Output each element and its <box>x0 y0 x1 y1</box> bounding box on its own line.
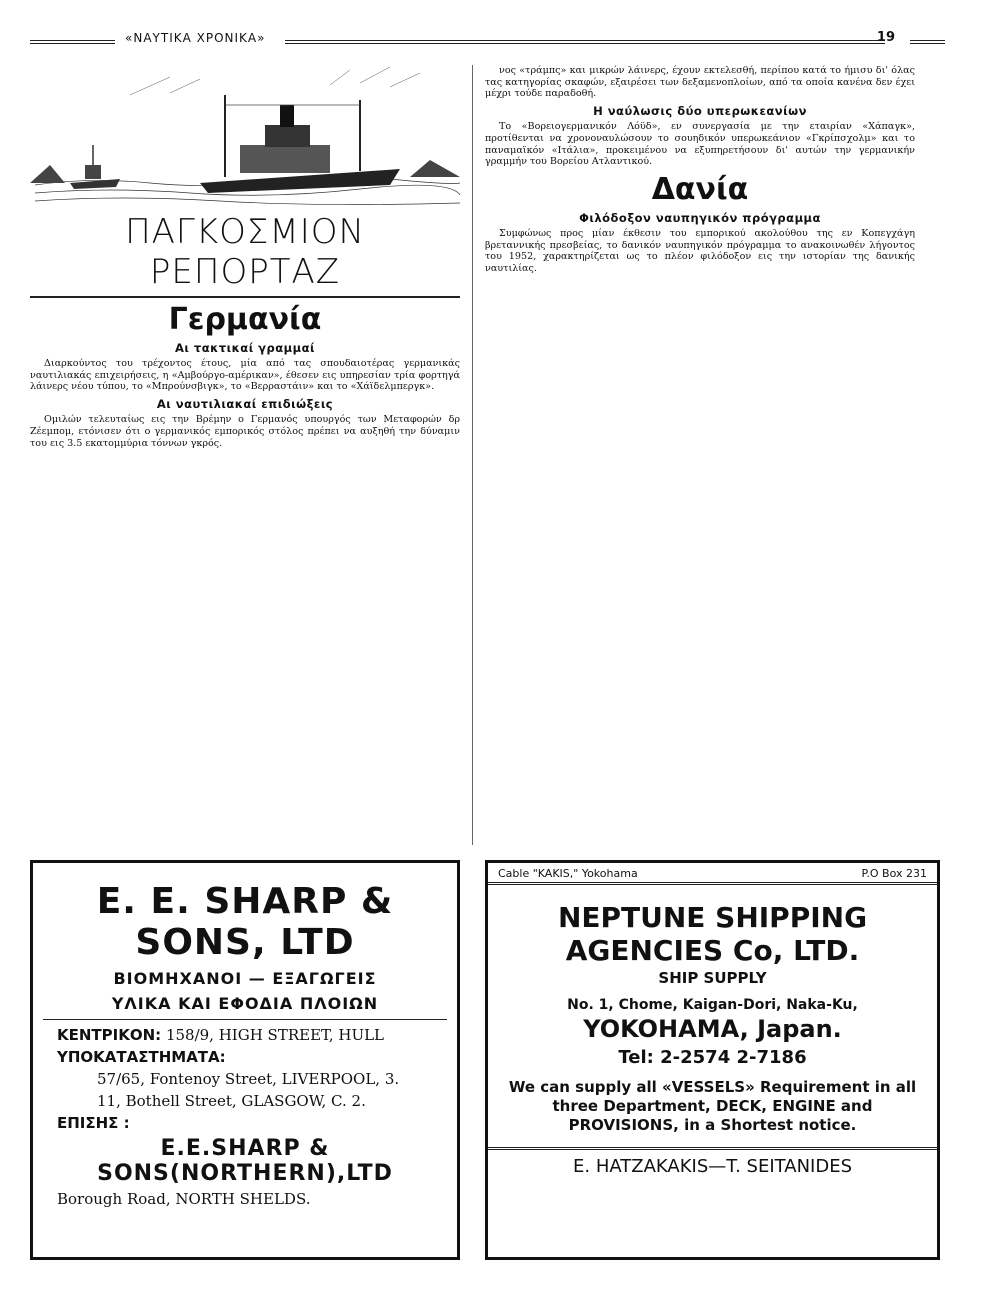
ad-company-name-2: E.E.SHARP & SONS(NORTHERN),LTD <box>97 1136 393 1186</box>
section-text-shipbuilding: Συμφώνως προς μίαν έκθεσιν του εμπορικού ακολούθου της εν Κοπεγχάγη βρεταννικής πρεσβείας, το δανικόν ναυπηγικόν πρόγραμμα το ανακοινωθέν λήγοντος του 1952, χαρακτηρίζεται ως το πλέον φιλόδοξον εις την ιστορίαν της δανικής ναυτιλίας. <box>485 227 915 275</box>
right-column <box>485 65 915 277</box>
ad-branch-1: 57/65, Fontenoy Street, LIVERPOOL, 3. <box>97 1070 400 1088</box>
ad-tagline-1: ΒΙΟΜΗΧΑΝΟΙ — ΕΞΑΓΩΓΕΙΣ <box>113 969 377 988</box>
advertisement-sharp <box>30 860 460 1260</box>
ad-cable: Cable "KAKIS," Yokohama <box>498 867 638 880</box>
column-separator <box>472 65 473 845</box>
section-text-lines: Διαρκούντος του τρέχοντος έτους, μία από τας σπουδαιοτέρας γερμανικάς ναυτιλιακάς επιχειρήσεις, η «Αμβούργο-αμέρικαν», έθεσεν εις υπηρεσίαν τρία φορτηγά λάινερς νέου τύπου, το «Μπρούνσβιγκ», το «Βερραστάιν» και το «Χάϊδελμπεργκ». <box>30 358 460 393</box>
country-heading-denmark: Δανία <box>651 171 749 207</box>
ad-subtitle: SHIP SUPPLY <box>658 969 767 987</box>
ad-po-box: P.O Box 231 <box>861 867 927 880</box>
ad-owners: E. HATZAKAKIS—T. SEITANIDES <box>488 1147 937 1177</box>
section-text-continued: νος «τράμπς» και μικρών λάινερς, έχουν εκτελεσθή, περίπου κατά το ήμισυ δι' όλας τας κατηγορίας σκαφών, εξαιρέσει των δεξαμενοπλοίων, από τα οποία κανένα δεν έχει μέχρι τούδε παραδοθή. <box>485 65 915 100</box>
ad-also-label: ΕΠΙΣΗΣ : <box>57 1114 130 1132</box>
publication-title: «ΝΑΥΤΙΚΑ ΧΡΟΝΙΚΑ» <box>125 31 266 45</box>
page-header <box>30 25 945 55</box>
header-rule-right <box>910 40 945 44</box>
header-rule-left <box>30 40 115 44</box>
section-heading-lines: Αι τακτικαί γραμμαί <box>175 341 315 355</box>
ad-telephone: Tel: 2-2574 2-7186 <box>618 1047 807 1068</box>
page-number: 19 <box>876 30 895 45</box>
ad-hq-address: 158/9, HIGH STREET, HULL <box>165 1026 385 1044</box>
report-banner: ΠΑΓΚΟΣΜΙΟΝ ΡΕΠΟΡΤΑΖ <box>30 212 460 298</box>
header-rule-middle <box>285 40 885 44</box>
ad-branch-3: Borough Road, NORTH SHELDS. <box>57 1190 311 1208</box>
ad-divider <box>43 1019 447 1020</box>
ad-company-name: E. E. SHARP & SONS, LTD <box>96 881 394 963</box>
ad-tagline-2: ΥΛΙΚΑ ΚΑΙ ΕΦΟΔΙΑ ΠΛΟΙΩΝ <box>111 994 379 1013</box>
advertisement-neptune <box>485 860 940 1260</box>
section-heading-charter: Η ναύλωσις δύο υπερωκεανίων <box>593 104 807 119</box>
ad-service-note: We can supply all «VESSELS» Requirement in all three Department, DECK, ENGINE and PROVISIONS, in a Shortest notice. <box>508 1078 917 1134</box>
ad-hq-label: ΚΕΝΤΡΙΚΟΝ: <box>57 1026 162 1044</box>
section-heading-aims: Αι ναυτιλιακαί επιδιώξεις <box>156 397 334 412</box>
section-heading-shipbuilding: Φιλόδοξον ναυπηγικόν πρόγραμμα <box>579 210 821 225</box>
ad-city: YOKOHAMA, Japan. <box>583 1015 842 1043</box>
ad-company-name: NEPTUNE SHIPPING AGENCIES Co, LTD. <box>557 901 868 967</box>
section-text-aims: Ομιλών τελευταίως εις την Βρέμην ο Γερμανός υπουργός των Μεταφορών δρ Ζέεμπομ, ετόνισεν ότι ο γερμανικός εμπορικός στόλος πρέπει να αυξηθή την δύναμιν του εις 3.5 εκατομμύρια τόννων γκρός. <box>30 414 460 449</box>
ad-branch-2: 11, Bothell Street, GLASGOW, C. 2. <box>97 1092 366 1110</box>
ad-address: No. 1, Chome, Kaigan-Dori, Naka-Ku, <box>567 997 858 1013</box>
ad-contact-bar <box>488 863 937 885</box>
left-column <box>30 65 460 451</box>
country-heading-germany: Γερμανία <box>168 302 322 337</box>
ad-branches-label: ΥΠΟΚΑΤΑΣΤΗΜΑΤΑ: <box>57 1048 226 1066</box>
ship-illustration-icon <box>30 65 460 210</box>
section-text-charter: Το «Βορειογερμανικόν Λόϋδ», εν συνεργασία με την εταιρίαν «Χάπαγκ», προτίθενται να χρονοναυλώσουν το σουηδικόν υπερωκεάνιον «Γκρίπσχολμ» και το παναμαϊκόν «Ιτάλια», προκειμένου να εξυπηρετήσουν δι' αυτών την γερμανικήν γραμμήν του Βορείου Ατλαντικού. <box>485 121 915 168</box>
newspaper-page <box>30 25 945 1265</box>
ad-hq <box>57 1026 457 1044</box>
